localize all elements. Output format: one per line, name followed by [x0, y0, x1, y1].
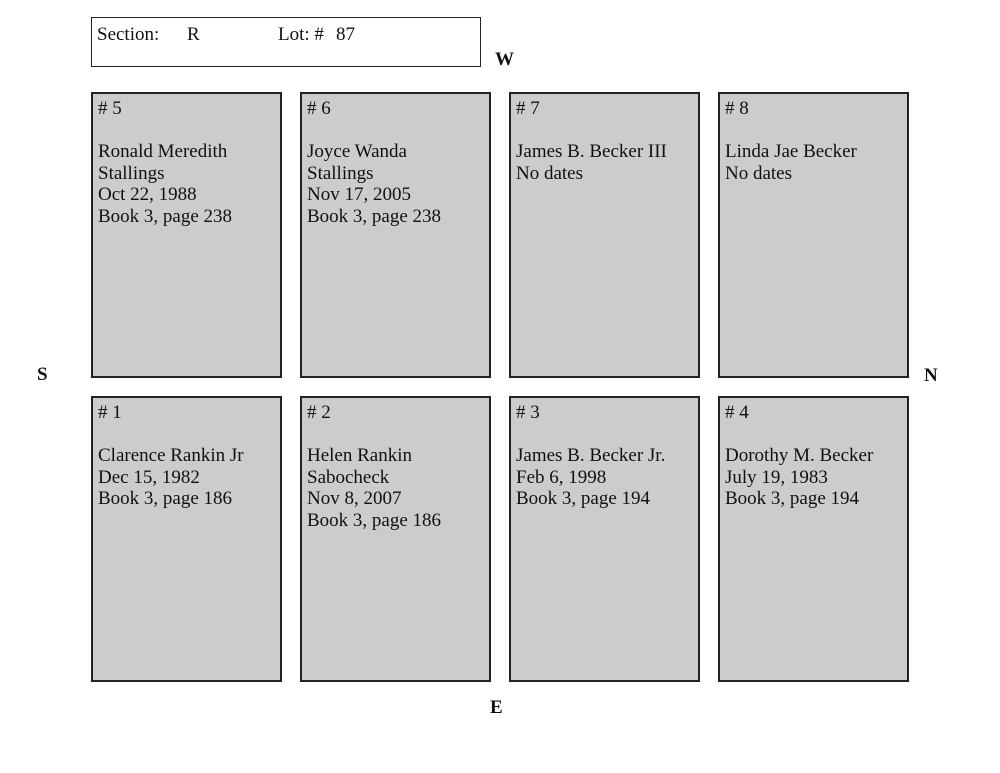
plot-detail-line: James B. Becker Jr.: [516, 445, 666, 466]
plot-6: [300, 92, 491, 378]
plot-8: [718, 92, 909, 378]
plot-detail-line: Book 3, page 194: [516, 488, 651, 509]
compass-east: E: [490, 697, 503, 718]
plot-number: # 1: [98, 402, 122, 423]
plot-detail-line: James B. Becker III: [516, 141, 667, 162]
plot-number: # 2: [307, 402, 331, 423]
plot-detail-line: Stallings: [307, 162, 374, 184]
plot-detail-line: Ronald Meredith: [98, 141, 228, 162]
plot-3: [509, 396, 700, 682]
compass-north: N: [924, 365, 938, 386]
lot-value: 87: [336, 24, 355, 45]
plot-detail-line: Book 3, page 238: [98, 205, 233, 227]
plot-detail-line: No dates: [516, 162, 584, 184]
plot-detail-line: Linda Jae Becker: [725, 141, 857, 162]
plot-detail-line: Clarence Rankin Jr: [98, 445, 244, 466]
plot-number: # 5: [98, 98, 122, 119]
plot-number: # 8: [725, 98, 749, 119]
lot-label: Lot: #: [278, 24, 324, 45]
plot-number: # 6: [307, 98, 331, 119]
plot-detail-line: Dec 15, 1982: [98, 466, 200, 488]
plot-detail-line: Sabocheck: [307, 466, 390, 488]
plot-2: [300, 396, 491, 682]
plot-1: [91, 396, 282, 682]
plot-detail-line: Feb 6, 1998: [516, 466, 607, 488]
plot-detail-line: Nov 8, 2007: [307, 488, 402, 509]
plot-detail-line: Helen Rankin: [307, 445, 413, 466]
plot-7: [509, 92, 700, 378]
plot-detail-line: Book 3, page 186: [307, 509, 442, 531]
plot-detail-line: Stallings: [98, 162, 165, 184]
plot-detail-line: July 19, 1983: [725, 466, 828, 488]
plot-detail-line: Book 3, page 238: [307, 205, 442, 227]
plot-number: # 7: [516, 98, 540, 119]
plot-detail-line: Book 3, page 186: [98, 488, 233, 509]
plot-4: [718, 396, 909, 682]
plot-number: # 3: [516, 402, 540, 423]
plot-number: # 4: [725, 402, 749, 423]
section-lot-header: [91, 17, 481, 67]
compass-west: W: [495, 49, 514, 70]
plot-detail-line: Oct 22, 1988: [98, 184, 197, 205]
plot-detail-line: Book 3, page 194: [725, 488, 860, 509]
section-label: Section:: [97, 24, 160, 45]
plot-detail-line: Nov 17, 2005: [307, 184, 411, 205]
plot-detail-line: Dorothy M. Becker: [725, 445, 874, 466]
plot-detail-line: No dates: [725, 162, 793, 184]
section-value: R: [187, 24, 200, 45]
plot-detail-line: Joyce Wanda: [307, 141, 407, 162]
plot-5: [91, 92, 282, 378]
compass-south: S: [37, 364, 48, 385]
